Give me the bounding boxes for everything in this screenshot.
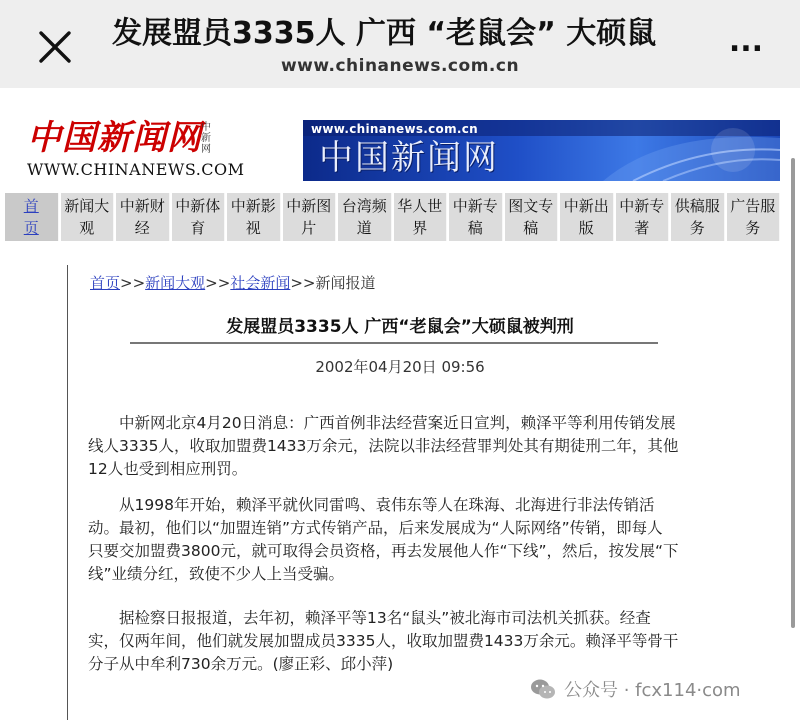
breadcrumb-current: 新闻报道 xyxy=(315,274,376,292)
paragraph-line: 线”业绩分红，致使不少人上当受骗。 xyxy=(88,565,345,583)
nav-label: 务 xyxy=(689,219,705,237)
wechat-watermark xyxy=(530,673,741,705)
site-logo[interactable] xyxy=(25,118,245,180)
nav-label: 中新专 xyxy=(619,197,665,215)
nav-item-taiwan[interactable] xyxy=(338,193,392,241)
paragraph-line xyxy=(88,494,688,517)
nav-label: 观 xyxy=(79,219,95,237)
nav-item-overseas[interactable] xyxy=(394,193,448,241)
nav-label: 中新出 xyxy=(563,197,609,215)
paragraph-line: 实，仅两年间，他们就发展加盟成员3335人，收取加盟费1433万余元。赖泽平等骨干 xyxy=(88,632,679,650)
nav-label: 稿 xyxy=(467,219,483,237)
nav-label: 图文专 xyxy=(508,197,554,215)
nav-item-finance[interactable] xyxy=(116,193,170,241)
nav-label: 供稿服 xyxy=(674,197,720,215)
breadcrumb xyxy=(90,272,375,293)
nav-item-video[interactable] xyxy=(227,193,281,241)
nav-item-features[interactable] xyxy=(449,193,503,241)
more-options-button[interactable]: ... xyxy=(728,24,764,59)
nav-item-advertising[interactable] xyxy=(727,193,781,241)
article-paragraph xyxy=(88,607,688,676)
banner-title: 中国新闻网 xyxy=(319,138,499,178)
nav-label: 中新图 xyxy=(286,197,332,215)
breadcrumb-home-link[interactable]: 首页 xyxy=(90,274,121,292)
nav-item-sports[interactable] xyxy=(172,193,226,241)
banner-url: www.chinanews.com.cn xyxy=(311,122,479,136)
nav-label: 视 xyxy=(245,219,261,237)
paragraph-line xyxy=(88,607,688,630)
breadcrumb-social-link[interactable]: 社会新闻 xyxy=(230,274,291,292)
article-title: 发展盟员3335人 广西“老鼠会”大硕鼠被判刑 xyxy=(226,317,574,337)
breadcrumb-separator: >> xyxy=(205,274,231,292)
nav-label: 片 xyxy=(301,219,317,237)
nav-label: 经 xyxy=(134,219,150,237)
paragraph-line: 线人3335人，收取加盟费1433万余元，法院以非法经营罪判处其有期徒刑二年，其他 xyxy=(88,437,679,455)
nav-label: 务 xyxy=(745,219,761,237)
nav-label: 新闻大 xyxy=(64,197,110,215)
nav-label: 中新专 xyxy=(452,197,498,215)
wechat-icon xyxy=(530,678,556,700)
nav-label: 道 xyxy=(356,219,372,237)
paragraph-line: 动。最初，他们以“加盟连销”方式传销产品，后来发展成为“人际网络”传销，即每人 xyxy=(88,519,663,537)
logo-english-text: WWW.CHINANEWS.COM xyxy=(27,160,245,179)
site-banner[interactable] xyxy=(303,120,780,181)
paragraph-line xyxy=(88,412,688,435)
nav-label: 著 xyxy=(634,219,650,237)
nav-label: 华人世 xyxy=(397,197,443,215)
nav-item-news[interactable] xyxy=(61,193,115,241)
scrollbar[interactable] xyxy=(791,158,795,628)
article-date: 2002年04月20日 09:56 xyxy=(315,358,485,376)
nav-label: 版 xyxy=(578,219,594,237)
main-nav xyxy=(5,193,780,241)
page-title: 发展盟员3335人 广西 “老鼠会” 大硕鼠 xyxy=(112,16,657,51)
nav-label: 中新财 xyxy=(119,197,165,215)
nav-label: 台湾频 xyxy=(341,197,387,215)
line-text: 中新网北京4月20日消息：广西首例非法经营案近日宣判，赖泽平等利用传销发展 xyxy=(119,414,676,432)
paragraph-line: 12人也受到相应刑罚。 xyxy=(88,460,248,478)
nav-item-publishing[interactable] xyxy=(560,193,614,241)
nav-label: 中新影 xyxy=(230,197,276,215)
nav-item-home[interactable] xyxy=(5,193,59,241)
line-text: 从1998年开始，赖泽平就伙同雷鸣、袁伟东等人在珠海、北海进行非法传销活 xyxy=(119,496,655,514)
breadcrumb-separator: >> xyxy=(290,274,316,292)
nav-label: 稿 xyxy=(523,219,539,237)
nav-label: 育 xyxy=(190,219,206,237)
page-url: www.chinanews.com.cn xyxy=(280,56,520,76)
paragraph-line: 只要交加盟费3800元，就可取得会员资格，再去发展他人作“下线”，然后，按发展“下 xyxy=(88,542,679,560)
nav-item-photo-features[interactable] xyxy=(505,193,559,241)
breadcrumb-news-link[interactable]: 新闻大观 xyxy=(145,274,206,292)
nav-label: 广告服 xyxy=(730,197,776,215)
breadcrumb-separator: >> xyxy=(120,274,146,292)
nav-item-works[interactable] xyxy=(616,193,670,241)
browser-topbar xyxy=(0,0,800,88)
paragraph-line: 分子从中牟利730余万元。(廖正彩、邱小萍) xyxy=(88,655,394,673)
nav-item-syndication[interactable] xyxy=(671,193,725,241)
nav-label: 界 xyxy=(412,219,428,237)
logo-chinese-text: 中国新闻网 xyxy=(27,118,202,158)
nav-label: 中新体 xyxy=(175,197,221,215)
nav-label: 首 xyxy=(23,197,39,215)
article-paragraph xyxy=(88,494,688,586)
line-text: 据检察日报报道，去年初，赖泽平等13名“鼠头”被北海市司法机关抓获。经查 xyxy=(119,609,651,627)
watermark-text: 公众号 · fcx114·com xyxy=(564,680,741,701)
nav-label: 页 xyxy=(23,219,39,237)
logo-side-text: 中新网 xyxy=(201,122,211,155)
nav-item-photos[interactable] xyxy=(283,193,337,241)
title-divider xyxy=(130,342,658,344)
article-paragraph xyxy=(88,412,688,481)
